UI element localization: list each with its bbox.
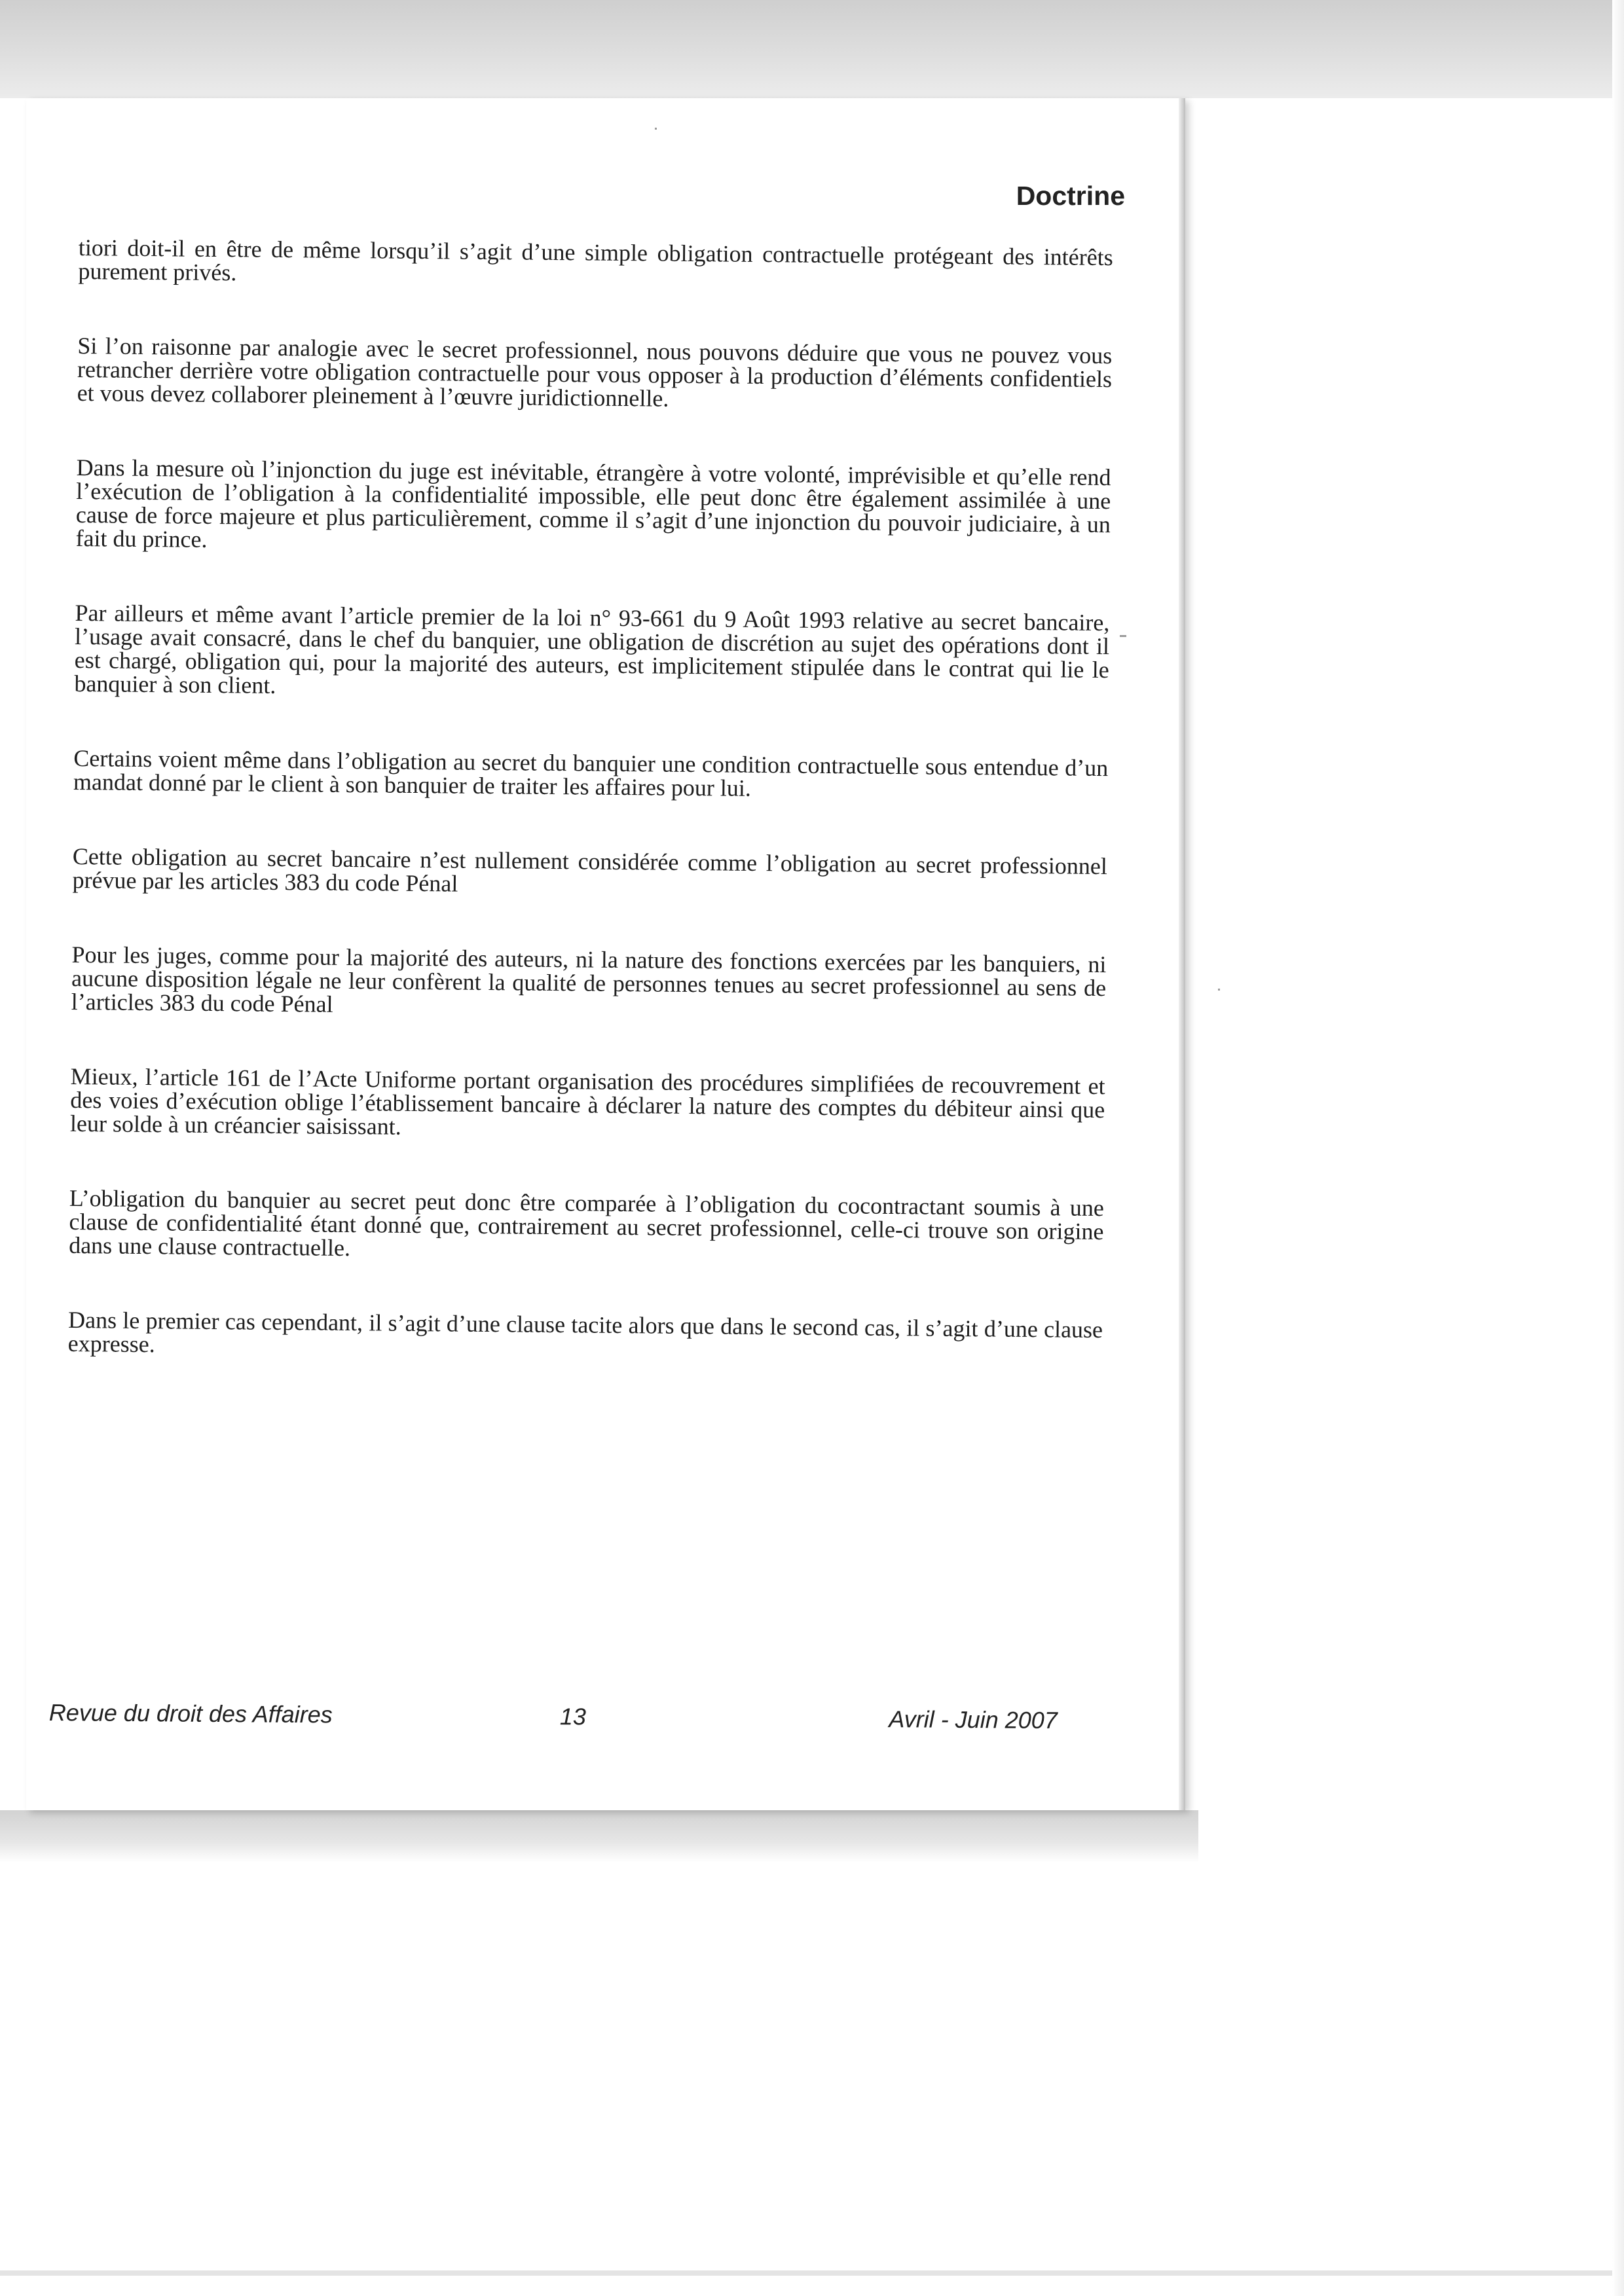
paragraph-8: Mieux, l’article 161 de l’Acte Uniforme portant organisation des procédures simplifiées de recouvrement et des voies d’exécution oblige l’établissement bancaire à déclarer la nature des comptes du débiteur ainsi que leur solde à un créancier saisissant. <box>69 1063 1105 1140</box>
scanner-edge-bottom <box>0 2270 1624 2276</box>
scanner-shadow-bottom <box>0 1810 1198 1863</box>
scanner-edge-right <box>1612 0 1624 2296</box>
footer-journal-title: Revue du droit des Affaires <box>48 1699 333 1728</box>
section-header: Doctrine <box>1016 181 1125 211</box>
footer-date: Avril - Juin 2007 <box>889 1705 1058 1734</box>
scan-speck <box>1120 635 1126 637</box>
paragraph-4: Par ailleurs et même avant l’article premier de la loi n° 93-661 du 9 Août 1993 relative au secret bancaire, l’usage avait consacré, dans le chef du banquier, une obligation de discrétion au sujet des opérations dont il est chargé, obligation qui, pour la majorité des auteurs, est implicitement stipulée dans le contrat qui lie le banquier à son client. <box>74 599 1110 699</box>
paragraph-1: tiori doit-il en être de même lorsqu’il s’agit d’une simple obligation contractuelle protégeant des intérêts purement privés. <box>78 234 1113 286</box>
paragraph-10: Dans le premier cas cependant, il s’agit d’une clause tacite alors que dans le second cas, il s’agit d’une clause expresse. <box>67 1306 1103 1358</box>
paragraph-9: L’obligation du banquier au secret peut donc être comparée à l’obligation du cocontractant soumis à une clause de confidentialité étant donné que, contrairement au secret professionnel, celle-ci trouve son origine dans une clause contractuelle. <box>69 1184 1105 1262</box>
paragraph-7: Pour les juges, comme pour la majorité des auteurs, ni la nature des fonctions exercées par les banquiers, ni aucune disposition légale ne leur confèrent la qualité de personnes tenues au secret professionnel au sens de l’articles 383 du code Pénal <box>71 941 1107 1017</box>
page-edge-shadow <box>1179 98 1185 1810</box>
paragraph-3: Dans la mesure où l’injonction du juge est inévitable, étrangère à votre volonté, imprévisible et qu’elle rend l’exécution de l’obligation à la confidentialité impossible, elle peut donc être également assimilée à une cause de force majeure et plus particulièrement, comme il s’agit d’une injonction du pouvoir judiciaire, à un fait du prince. <box>75 454 1111 553</box>
scanned-page <box>26 98 1185 1810</box>
scanner-shadow-top <box>0 0 1624 98</box>
page-footer <box>49 1699 1058 1746</box>
footer-page-number: 13 <box>559 1703 587 1730</box>
scan-speck <box>655 128 657 130</box>
paragraph-6: Cette obligation au secret bancaire n’est nullement considérée comme l’obligation au secret professionnel prévue par les articles 383 du code Pénal <box>72 843 1108 897</box>
paragraph-2: Si l’on raisonne par analogie avec le secret professionnel, nous pouvons déduire que vous ne pouvez vous retrancher derrière votre obligation contractuelle pour vous opposer à la production d’éléments confidentiels et vous devez collaborer pleinement à l’œuvre juridictionnelle. <box>77 332 1113 412</box>
paragraph-5: Certains voient même dans l’obligation au secret du banquier une condition contractuelle sous entendue d’un mandat donné par le client à son banquier de traiter les affaires pour lui. <box>73 744 1109 801</box>
scan-speck <box>1218 989 1220 991</box>
body-text <box>67 236 1113 1416</box>
